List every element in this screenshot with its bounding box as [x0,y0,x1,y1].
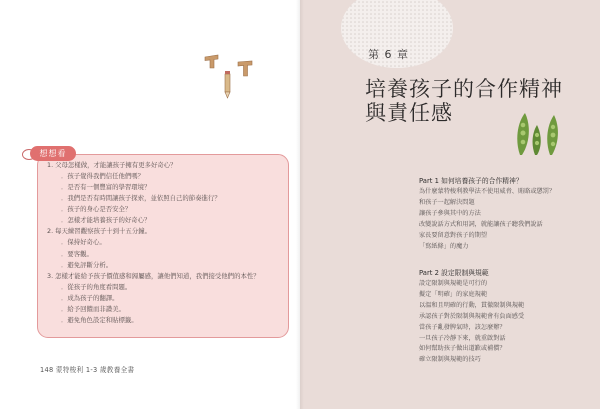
toc-item: 家長要留意對孩子的期望 [419,231,488,239]
sub-item: ．是否有一個豐富的學習環境？ [61,183,151,192]
toc-item: 以溫和且明確的行動，貫徹限制與規範 [419,301,525,309]
letter-t-right-icon [238,61,252,76]
pea-pod-middle-icon [533,125,541,155]
question-list [47,160,277,326]
pencil-icon [225,71,230,98]
toc-item: 一旦孩子冷靜下來，就重啟對話 [419,334,506,342]
part-title: Part 1 如何培養孩子的合作精神？ [419,177,523,185]
think-tag: 想想看 [30,146,76,161]
toc-item: 如何幫助孩子做出道歉或補償？ [419,345,506,353]
question-item [47,226,277,270]
sub-item: ．要客觀。 [61,249,93,258]
chapter-title-line-1: 培養孩子的合作精神 [365,77,563,101]
toc-item: 擬定「明確」的家庭規範 [419,290,488,298]
sub-item: ．保持好奇心。 [61,238,106,247]
question-item [47,271,277,326]
toc-item: 改變說話方式和用詞，就能讓孩子聽我們說話 [419,220,543,228]
question-text: 1. 父母怎樣做，才能讓孩子擁有更多好奇心？ [47,161,177,169]
pea-pod-illustration [513,111,561,157]
toc-item: 承認孩子對於限制與規範會有負面感受 [419,312,525,320]
question-text: 3. 怎樣才能給予孩子價值感和歸屬感，讓他們知道，我們接受他們的本性？ [47,271,260,280]
toc-item: 讓孩子參與其中的方法 [419,209,481,217]
sub-item: ．給予回饋而非讚美。 [61,304,125,313]
sub-list [47,282,277,326]
tt-doodle-illustration [200,52,260,100]
toc-item: 為什麼蒙特梭利教學法不使用威脅、賄賂或懲罰？ [419,188,556,195]
sub-list [47,171,277,226]
sub-item: ．孩子的身心是否安全？ [61,205,132,214]
toc-item: 「寫紙條」的魔力 [419,242,469,250]
sub-item: ．避免角色設定和貼標籤。 [61,316,138,325]
toc-item: 當孩子亂發脾氣時，該怎麼辦？ [419,323,506,331]
sub-item: ．孩子覺得我們信任他們嗎？ [61,172,145,180]
sub-item: ．我們是否有時間讓孩子探索，並依照自己的節奏進行？ [61,194,221,203]
sub-item: ．怎樣才能培養孩子的好奇心？ [61,216,151,225]
sub-item: ．避免評斷分析。 [61,260,113,269]
question-item [47,160,277,226]
chapter-number: 第 6 章 [368,48,409,61]
pea-pod-left-icon [517,113,529,155]
question-text: 2. 每天練習觀察孩子十到十五分鐘。 [47,227,151,236]
toc-part-1 [419,176,594,252]
pea-pod-right-icon [547,115,558,155]
sub-item: ．成為孩子的翻譯。 [61,293,119,302]
sub-list [47,237,277,270]
toc-item: 設定限制與規範是可行的 [419,280,488,287]
page-gutter [296,0,304,409]
page-folio: 148 蒙特梭利 1-3 歲教養全書 [40,366,135,374]
toc-item: 和孩子一起解決問題 [419,198,475,206]
sub-item: ．從孩子的角度看問題。 [61,282,132,291]
part-title: Part 2 設定限制與規範 [419,269,489,277]
chapter-title-line-2: 與責任感 [365,101,453,125]
letter-t-left-icon [205,55,218,68]
toc-part-2 [419,268,594,366]
toc-item: 確立限制與規範的技巧 [419,356,481,364]
